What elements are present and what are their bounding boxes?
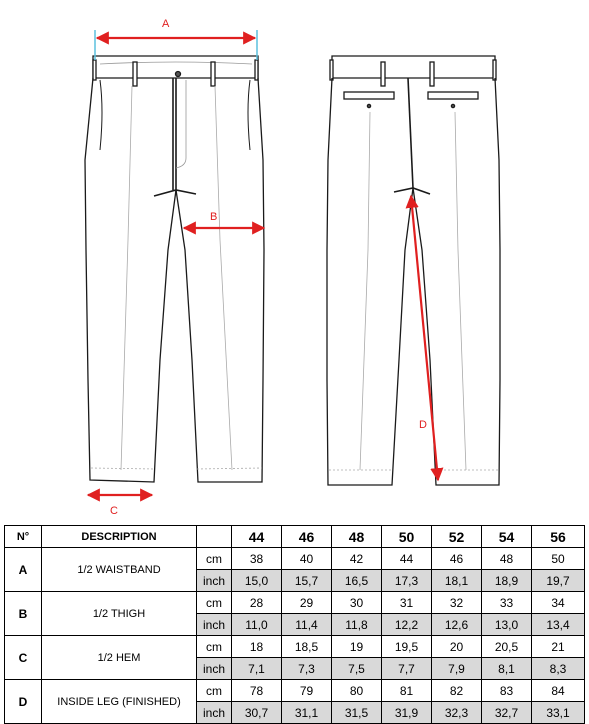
- cell-cm: 82: [432, 680, 482, 702]
- front-fly: [173, 78, 176, 192]
- cell-cm: 78: [232, 680, 282, 702]
- cell-cm: 18,5: [282, 636, 332, 658]
- unit-cm: cm: [197, 636, 232, 658]
- cell-inch: 31,9: [382, 702, 432, 724]
- cell-cm: 40: [282, 548, 332, 570]
- back-belt-loop: [381, 62, 385, 86]
- cell-cm: 50: [532, 548, 585, 570]
- back-center-seam: [408, 78, 413, 188]
- cell-inch: 18,9: [482, 570, 532, 592]
- cell-inch: 30,7: [232, 702, 282, 724]
- cell-inch: 7,9: [432, 658, 482, 680]
- cell-inch: 7,5: [332, 658, 382, 680]
- unit-cm: cm: [197, 548, 232, 570]
- header-number: N°: [5, 526, 42, 548]
- front-belt-loop: [255, 60, 258, 80]
- arrow-d: [411, 196, 438, 480]
- front-belt-loop: [133, 62, 137, 86]
- front-belt-loop: [211, 62, 215, 86]
- cell-cm: 20,5: [482, 636, 532, 658]
- label-d: D: [419, 419, 427, 431]
- front-crease: [215, 86, 232, 470]
- cell-inch: 33,1: [532, 702, 585, 724]
- back-belt-loop: [330, 60, 333, 80]
- front-belt-loop: [93, 60, 96, 80]
- front-hem: [91, 468, 262, 469]
- row-id: D: [5, 680, 42, 724]
- table-row-cm: [5, 592, 585, 614]
- cell-inch: 11,8: [332, 614, 382, 636]
- header-size: 54: [482, 526, 532, 548]
- cell-cm: 81: [382, 680, 432, 702]
- cell-cm: 19: [332, 636, 382, 658]
- cell-inch: 7,1: [232, 658, 282, 680]
- header-size: 50: [382, 526, 432, 548]
- unit-inch: inch: [197, 658, 232, 680]
- header-size: 44: [232, 526, 282, 548]
- header-size: 48: [332, 526, 382, 548]
- header-size: 56: [532, 526, 585, 548]
- back-waistband: [332, 56, 495, 78]
- cell-cm: 20: [432, 636, 482, 658]
- cell-inch: 16,5: [332, 570, 382, 592]
- cell-inch: 15,0: [232, 570, 282, 592]
- header-size: 52: [432, 526, 482, 548]
- cell-inch: 19,7: [532, 570, 585, 592]
- unit-inch: inch: [197, 614, 232, 636]
- front-pocket: [100, 80, 102, 150]
- row-description: 1/2 THIGH: [42, 592, 197, 636]
- header-description: DESCRIPTION: [42, 526, 197, 548]
- cell-cm: 19,5: [382, 636, 432, 658]
- unit-cm: cm: [197, 680, 232, 702]
- cell-cm: 38: [232, 548, 282, 570]
- front-fly-stitch: [176, 80, 186, 168]
- row-id: B: [5, 592, 42, 636]
- front-view: [85, 56, 264, 482]
- back-belt-loop: [430, 62, 434, 86]
- front-button: [176, 72, 181, 77]
- label-c: C: [110, 505, 118, 517]
- back-pocket-button: [451, 104, 454, 107]
- front-pocket: [248, 80, 250, 150]
- cell-inch: 15,7: [282, 570, 332, 592]
- cell-inch: 32,3: [432, 702, 482, 724]
- back-pocket-button: [367, 104, 370, 107]
- table-body: [5, 548, 585, 724]
- cell-inch: 12,6: [432, 614, 482, 636]
- row-id: C: [5, 636, 42, 680]
- cell-cm: 28: [232, 592, 282, 614]
- cell-cm: 46: [432, 548, 482, 570]
- table-row-cm: [5, 680, 585, 702]
- table-row-cm: [5, 636, 585, 658]
- cell-cm: 18: [232, 636, 282, 658]
- table-header-row: [5, 526, 585, 548]
- cell-cm: 33: [482, 592, 532, 614]
- back-belt-loop: [493, 60, 496, 80]
- cell-inch: 11,4: [282, 614, 332, 636]
- header-unit: [197, 526, 232, 548]
- front-right-leg: [176, 78, 264, 482]
- unit-inch: inch: [197, 570, 232, 592]
- cell-inch: 12,2: [382, 614, 432, 636]
- cell-inch: 31,5: [332, 702, 382, 724]
- label-b: B: [210, 211, 218, 223]
- row-id: A: [5, 548, 42, 592]
- cell-cm: 29: [282, 592, 332, 614]
- front-crease: [121, 86, 132, 470]
- row-description: INSIDE LEG (FINISHED): [42, 680, 197, 724]
- cell-cm: 83: [482, 680, 532, 702]
- row-description: 1/2 WAISTBAND: [42, 548, 197, 592]
- unit-cm: cm: [197, 592, 232, 614]
- cell-inch: 8,1: [482, 658, 532, 680]
- unit-inch: inch: [197, 702, 232, 724]
- cell-inch: 31,1: [282, 702, 332, 724]
- cell-inch: 13,4: [532, 614, 585, 636]
- back-welt-pocket: [344, 92, 394, 99]
- cell-cm: 48: [482, 548, 532, 570]
- cell-cm: 79: [282, 680, 332, 702]
- cell-inch: 11,0: [232, 614, 282, 636]
- cell-inch: 7,7: [382, 658, 432, 680]
- row-description: 1/2 HEM: [42, 636, 197, 680]
- label-a: A: [162, 18, 170, 30]
- cell-cm: 34: [532, 592, 585, 614]
- cell-inch: 17,3: [382, 570, 432, 592]
- cell-cm: 21: [532, 636, 585, 658]
- cell-inch: 7,3: [282, 658, 332, 680]
- back-crease: [360, 112, 370, 470]
- size-chart-table: [4, 525, 585, 724]
- back-crease: [455, 112, 466, 470]
- back-view: [327, 56, 500, 485]
- cell-cm: 30: [332, 592, 382, 614]
- cell-inch: 13,0: [482, 614, 532, 636]
- table-row-cm: [5, 548, 585, 570]
- cell-inch: 18,1: [432, 570, 482, 592]
- cell-inch: 32,7: [482, 702, 532, 724]
- cell-cm: 42: [332, 548, 382, 570]
- cell-cm: 44: [382, 548, 432, 570]
- back-welt-pocket: [428, 92, 478, 99]
- header-size: 46: [282, 526, 332, 548]
- cell-inch: 8,3: [532, 658, 585, 680]
- cell-cm: 32: [432, 592, 482, 614]
- cell-cm: 31: [382, 592, 432, 614]
- cell-cm: 80: [332, 680, 382, 702]
- cell-cm: 84: [532, 680, 585, 702]
